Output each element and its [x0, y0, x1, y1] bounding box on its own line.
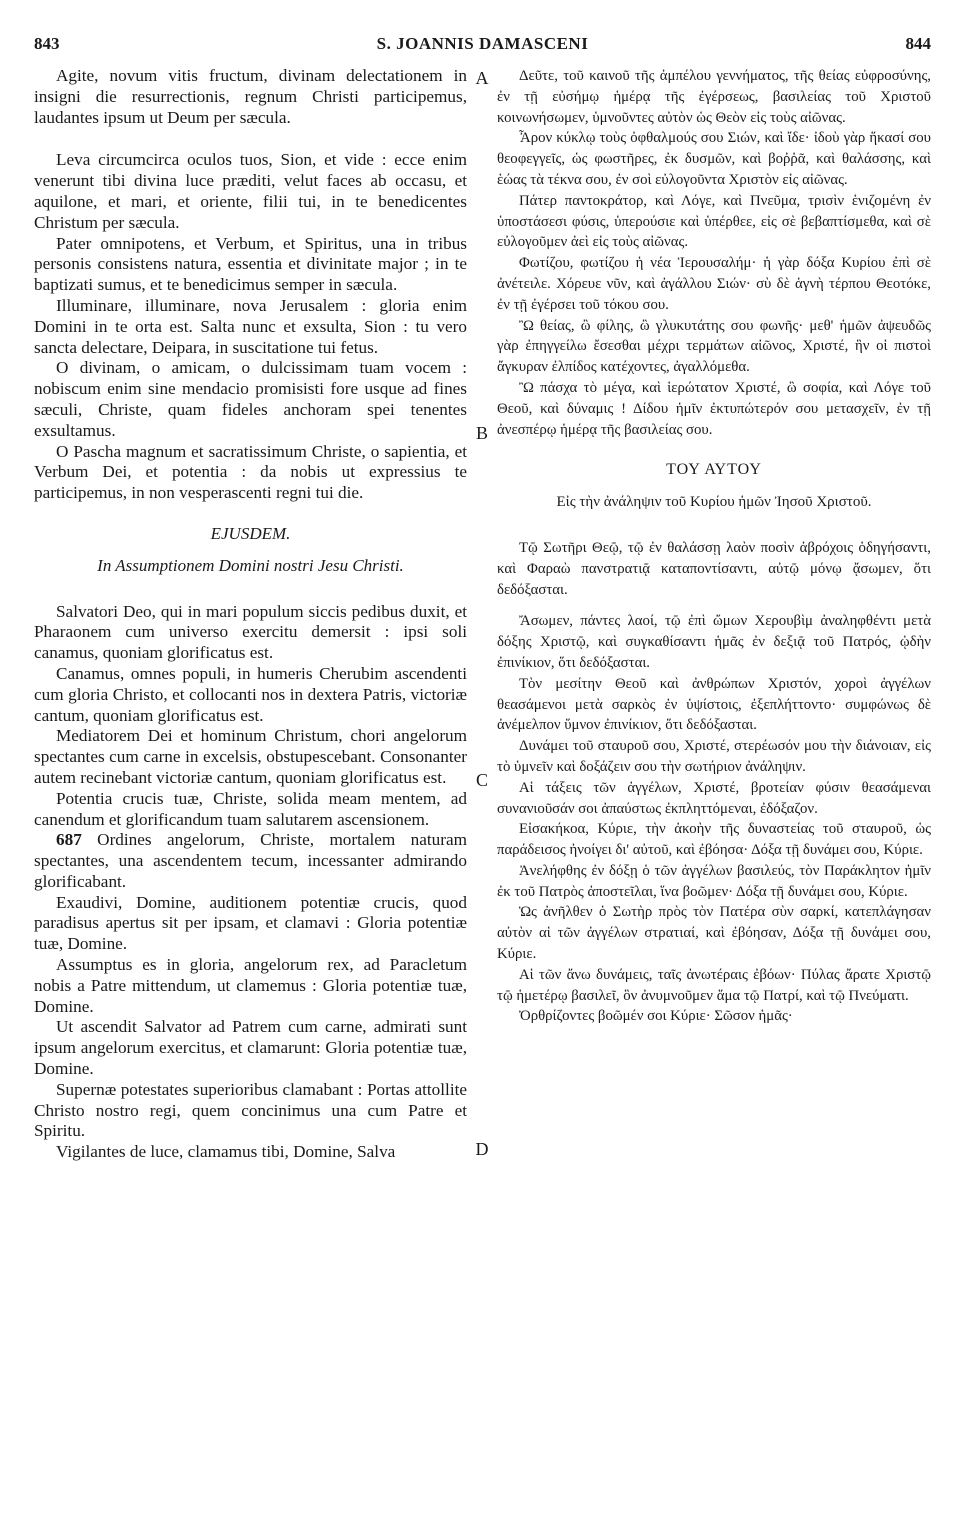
greek-paragraph: Πάτερ παντοκράτορ, καὶ Λόγε, καὶ Πνεῦμα, τρισὶν ἑνιζομένη ἐν ὑποστάσεσι φύσις, ὑπερούσιε καὶ ὑπέρθεε, εἰς σὲ βεβαπτίσμεθα, καὶ σὲ εὐλογοῦμεν ἀεὶ εἰς τοὺς αἰῶνας. — [497, 192, 931, 251]
latin-paragraph-text: Ordines angelorum, Christe, mortalem naturam spectantes, una ascendentem tecum, incessanter admirando glorificabant. — [34, 830, 467, 891]
greek-paragraph: Ἆρον κύκλῳ τοὺς ὀφθαλμούς σου Σιών, καὶ ἴδε· ἰδοὺ γὰρ ἥκασί σου θεοφεγγεῖς, ὡς φωστῆρες, ἐκ δυσμῶν, καὶ βοῤῥᾶ, καὶ θαλάσσης, καὶ ἑώας τὰ τέκνα σου, ἐν σοὶ εὐλογοῦντα Χριστὸν εἰς αἰῶνας. — [497, 130, 931, 188]
greek-paragraph: Ἀνελήφθης ἐν δόξῃ ὁ τῶν ἀγγέλων βασιλεύς, τὸν Παράκλητον ἡμῖν ἐκ τοῦ Πατρὸς ἀποστεῖλαι, ἵνα βοῶμεν· Δόξα τῇ δυνάμει σου, Κύριε. — [497, 862, 931, 900]
latin-paragraph: Canamus, omnes populi, in humeris Cherubim ascendenti cum gloria Christo, et collocanti nos in dextera Patris, victoriæ cantum, quoniam glorificatus est. — [34, 663, 467, 725]
latin-paragraph: Mediatorem Dei et hominum Christum, chori angelorum spectantes cum carne in excelsis, obstupescebant. Consonanter autem recinebant victoriæ cantum, quoniam glorificatus est. — [34, 726, 467, 787]
latin-paragraph: Salvatori Deo, qui in mari populum siccis pedibus duxit, et Pharaonem cum universo exercitu demersit : ipsi soli canamus, quoniam glorificatus est. — [34, 601, 467, 663]
latin-column — [34, 66, 467, 1163]
greek-paragraph: Δεῦτε, τοῦ καινοῦ τῆς ἀμπέλου γεννήματος, τῆς θείας εὐφροσύνης, ἐν τῇ εὐσήμῳ ἡμέρᾳ τῆς ἐγέρσεως, βασιλείας τοῦ Χριστοῦ κοινωνήσωμεν, ὑμνοῦντες αὐτὸν ὡς Θεὸν εἰς τοὺς αἰῶνας. — [497, 68, 931, 126]
latin-paragraph: Supernæ potestates superioribus clamabant : Portas attollite Christo nostro regi, quem concinimus una cum Patre et Spiritu. — [34, 1079, 467, 1141]
page-header — [0, 34, 965, 56]
page-number-right: 844 — [905, 34, 931, 53]
greek-paragraph: Αἱ τῶν ἄνω δυνάμεις, ταῖς ἀνωτέραις ἐβόων· Πύλας ἄρατε Χριστῷ τῷ ἡμετέρῳ βασιλεῖ, ὃν ἀνυμνοῦμεν ἅμα τῷ Πατρί, καὶ τῷ Πνεύματι. — [497, 966, 931, 1004]
latin-paragraph: Ut ascendit Salvator ad Patrem cum carne, admirati sunt ipsum angelorum exercitus, et clamarunt: Gloria potentiæ tuæ, Domine. — [34, 1017, 467, 1079]
latin-paragraph: Potentia crucis tuæ, Christe, solida meam mentem, ad canendum et glorificandum tuam salutarem ascensionem. — [34, 788, 467, 829]
latin-paragraph: Pater omnipotens, et Verbum, et Spiritus, una in tribus personis consistens natura, essentia et divinitate major ; in te baptizati sumus, et te benedicimus semper in sæcula. — [34, 233, 467, 295]
latin-paragraph: Vigilantes de luce, clamamus tibi, Domine, Salva — [56, 1142, 396, 1162]
latin-section-subtitle: In Assumptionem Domini nostri Jesu Christi. — [97, 555, 404, 575]
greek-paragraph: Φωτίζου, φωτίζου ἡ νέα Ἱερουσαλήμ· ἡ γὰρ δόξα Κυρίου ἐπὶ σὲ ἀνέτειλε. Χόρευε νῦν, καὶ ἀγάλλου Σιών· σὺ δὲ ἁγνὴ τέρπου Θεοτόκε, ἐν τῇ ἐγέρσει τοῦ τόκου σου. — [497, 255, 931, 313]
greek-paragraph: Εἰσακήκοα, Κύριε, τὴν ἀκοὴν τῆς δυναστείας τοῦ σταυροῦ, ὡς παράδεισος ἠνοίγει δι' αὐτοῦ, καὶ ἐβόησα· Δόξα τῇ δυνάμει σου, Κύριε. — [497, 821, 931, 859]
page-number-left: 843 — [34, 34, 60, 53]
latin-paragraph: Assumptus es in gloria, angelorum rex, ad Paracletum nobis a Patre mittendum, ut clamemus : Gloria potentiæ tuæ, Domine. — [34, 955, 467, 1016]
greek-column — [497, 66, 931, 1027]
greek-section-title: ΤΟΥ ΑΥΤΟΥ — [666, 461, 762, 479]
greek-paragraph: Αἱ τάξεις τῶν ἀγγέλων, Χριστέ, βροτείαν φύσιν θεασάμεναι συνανιοῦσάν σοι ἀπαύστως ἐκπληττόμεναι, ἐδόξαζον. — [497, 779, 931, 817]
latin-section-title: EJUSDEM. — [210, 523, 291, 543]
margin-letter-a: A — [475, 68, 489, 88]
latin-paragraph: Illuminare, illuminare, nova Jerusalem : gloria enim Domini in te orta est. Salta nunc et exsulta, Sion : tu vero sancta delectare, Deipara, in suscitatione tui fetus. — [34, 295, 467, 357]
greek-paragraph: Ὢ πάσχα τὸ μέγα, καὶ ἱερώτατον Χριστέ, ὢ σοφία, καὶ Λόγε τοῦ Θεοῦ, καὶ δύναμις ! Δίδου ἡμῖν ἐκτυπώτερόν σου μετασχεῖν, ἐν τῇ ἀνεσπέρῳ ἡμέρᾳ τῆς βασιλείας σου. — [497, 379, 931, 438]
latin-paragraph: O divinam, o amicam, o dulcissimam tuam vocem : nobiscum enim sine mendacio promisisti fore usque ad fines sæculi, Christe, quam fideles anchoram spei tenentes exsultamus. — [34, 358, 467, 440]
latin-paragraph: Agite, novum vitis fructum, divinam delectationem in insigni die resurrectionis, regnum Christi participemus, laudantes ipsum ut Deum per sæcula. — [34, 66, 467, 127]
margin-letter-c: C — [475, 770, 488, 790]
greek-paragraph: Δυνάμει τοῦ σταυροῦ σου, Χριστέ, στερέωσόν μου τὴν διάνοιαν, εἰς τὸ ὑμνεῖν καὶ δοξάζειν σου τὴν σωτήριον ἀνάληψιν. — [497, 738, 931, 775]
column-number-marker: 687 — [56, 830, 82, 850]
latin-paragraph: Exaudivi, Domine, auditionem potentiæ crucis, quod paradisus apertus sit per ipsam, et clamavi : Gloria potentiæ tuæ, Domine. — [34, 892, 467, 954]
margin-letter-b: B — [475, 423, 488, 443]
latin-paragraph: Leva circumcirca oculos tuos, Sion, et vide : ecce enim venerunt tibi divina luce præditi, velut faces ab occasu, et aquilone, et mari, et oriente, filii tui, in te benedicentes Christum per sæcula. — [34, 150, 467, 232]
greek-paragraph: Τῷ Σωτῆρι Θεῷ, τῷ ἐν θαλάσσῃ λαὸν ποσὶν ἀβρόχοις ὁδηγήσαντι, καὶ Φαραὼ πανστρατιᾷ καταποντίσαντι, αὐτῷ μόνῳ ᾄσωμεν, ὅτι δεδόξασται. — [497, 539, 931, 598]
latin-paragraph: O Pascha magnum et sacratissimum Christe, o sapientia, et Verbum Dei, et potentia : da nobis ut expressius te participemus, in non vesperascenti regni tui die. — [34, 441, 467, 503]
running-title: S. JOANNIS DAMASCENI — [376, 34, 589, 53]
greek-paragraph: Ἄσωμεν, πάντες λαοί, τῷ ἐπὶ ὤμων Χερουβὶμ ἀναληφθέντι μετὰ δόξης Χριστῷ, καὶ συγκαθίσαντι ἡμᾶς ἐν δεξιᾷ τοῦ Πατρός, ᾠδὴν ἐπινίκιον, ὅτι δεδόξασται. — [497, 613, 931, 671]
margin-letter-d: D — [475, 1139, 489, 1159]
latin-paragraph-numbered — [34, 830, 467, 892]
greek-paragraph: Ὢ θείας, ὢ φίλης, ὢ γλυκυτάτης σου φωνῆς· μεθ' ἡμῶν ἀψευδῶς γὰρ ἐπηγγείλω ἔσεσθαι μέχρι τερμάτων αἰῶνος, Χριστέ, ἣν οἱ πιστοὶ ἄγκυραν ἐλπίδος κατέχοντες, ἀγαλλόμεθα. — [497, 317, 931, 376]
greek-paragraph: Ὀρθρίζοντες βοῶμέν σοι Κύριε· Σῶσον ἡμᾶς· — [519, 1008, 793, 1025]
greek-paragraph: Τὸν μεσίτην Θεοῦ καὶ ἀνθρώπων Χριστόν, χοροὶ ἀγγέλων θεασάμενοι μετὰ σαρκὸς ἐν ὑψίστοις, ἐξεπλήττοντο· συμφώνως δὲ ἀνέμελπον ὕμνον ἐπινίκιον, ὅτι δεδόξασται. — [497, 675, 931, 734]
greek-section-subtitle: Εἰς τὴν ἀνάληψιν τοῦ Κυρίου ἡμῶν Ἰησοῦ Χριστοῦ. — [556, 494, 872, 511]
greek-paragraph: Ὡς ἀνῆλθεν ὁ Σωτὴρ πρὸς τὸν Πατέρα σὺν σαρκί, κατεπλάγησαν αὐτὸν αἱ τῶν ἀγγέλων στρατιαί, καὶ ἐβόησαν, Δόξα τῇ δυνάμει σου, Κύριε. — [497, 904, 931, 963]
